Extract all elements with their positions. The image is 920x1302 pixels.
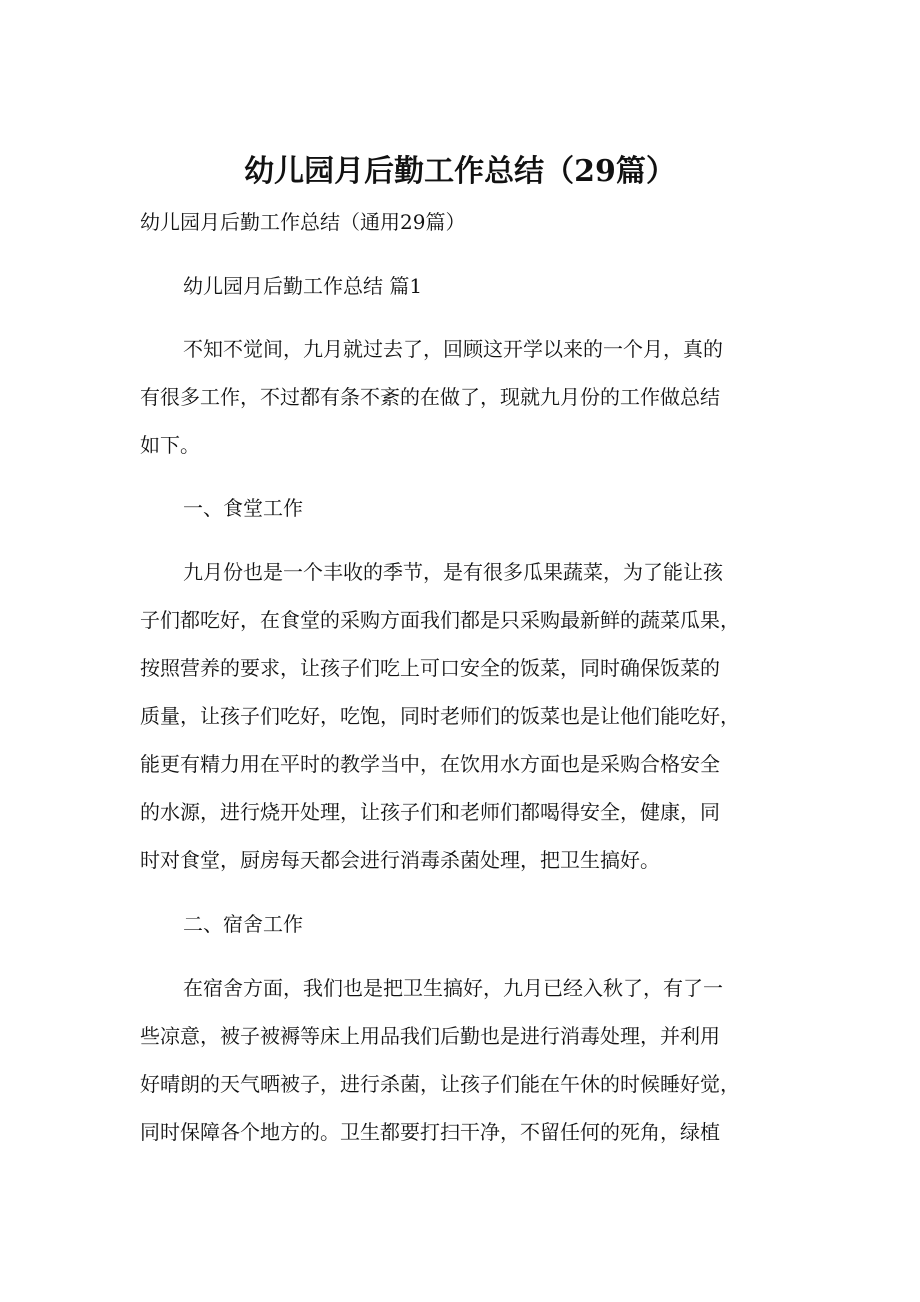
paragraph-line: 些凉意，被子被褥等床上用品我们后勤也是进行消毒处理，并利用 <box>140 1024 720 1048</box>
paragraph-line: 如下。 <box>140 433 200 457</box>
section-heading: 幼儿园月后勤工作总结 篇1 <box>183 274 423 298</box>
paragraph-line: 的水源，进行烧开处理，让孩子们和老师们都喝得安全，健康，同 <box>140 800 720 824</box>
paragraph-line: 质量，让孩子们吃好，吃饱，同时老师们的饭菜也是让他们能吃好， <box>140 704 740 728</box>
paragraph-line: 在宿舍方面，我们也是把卫生搞好，九月已经入秋了，有了一 <box>183 976 723 1000</box>
document-subtitle: 幼儿园月后勤工作总结（通用29篇） <box>140 210 466 234</box>
paragraph-line: 时对食堂，厨房每天都会进行消毒杀菌处理，把卫生搞好。 <box>140 848 660 872</box>
part-heading: 一、食堂工作 <box>183 496 303 520</box>
paragraph-line: 不知不觉间，九月就过去了，回顾这开学以来的一个月，真的 <box>183 337 723 361</box>
document-title: 幼儿园月后勤工作总结（29篇） <box>244 154 676 189</box>
paragraph-line: 按照营养的要求，让孩子们吃上可口安全的饭菜，同时确保饭菜的 <box>140 656 720 680</box>
paragraph-line: 能更有精力用在平时的教学当中，在饮用水方面也是采购合格安全 <box>140 752 720 776</box>
paragraph-line: 有很多工作，不过都有条不紊的在做了，现就九月份的工作做总结 <box>140 385 720 409</box>
paragraph-line: 九月份也是一个丰收的季节，是有很多瓜果蔬菜，为了能让孩 <box>183 560 723 584</box>
paragraph-line: 好晴朗的天气晒被子，进行杀菌，让孩子们能在午休的时候睡好觉， <box>140 1072 740 1096</box>
paragraph-line: 同时保障各个地方的。卫生都要打扫干净，不留任何的死角，绿植 <box>140 1120 720 1144</box>
part-heading: 二、宿舍工作 <box>183 912 303 936</box>
paragraph-line: 子们都吃好，在食堂的采购方面我们都是只采购最新鲜的蔬菜瓜果， <box>140 608 740 632</box>
